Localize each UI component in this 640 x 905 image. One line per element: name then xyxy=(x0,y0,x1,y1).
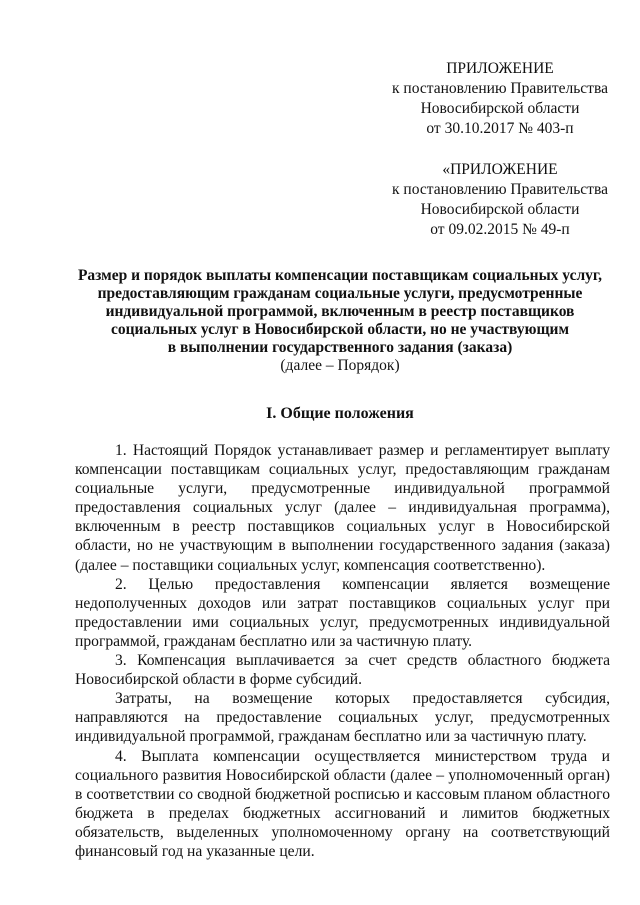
appendix-label: ПРИЛОЖЕНИЕ xyxy=(446,60,554,77)
title-line: социальных услуг в Новосибирской области, но не участвующим xyxy=(110,321,570,338)
appendix-header-previous xyxy=(385,160,615,240)
paragraph-3: 3. Компенсация выплачивается за счет средств областного бюджета Новосибирской области в форме субсидий. xyxy=(75,652,610,689)
title-subtitle: (далее – Порядок) xyxy=(280,357,400,374)
appendix-region-line: Новосибирской области xyxy=(420,100,580,117)
paragraph-5: 4. Выплата компенсации осуществляется министерством труда и социального развития Новосибирской области (далее – уполномоченный орган) в соответствии со сводной бюджетной росписью и кассовым планом областного бюджета в пределах бюджетных ассигнований и лимитов бюджетных обязательств, выделенных уполномоченному органу на соответствующий финансовый год на указанные цели. xyxy=(75,747,610,860)
title-line: индивидуальной программой, включенным в реестр поставщиков xyxy=(105,303,575,320)
paragraph-1: 1. Настоящий Порядок устанавливает размер и регламентирует выплату компенсации поставщикам социальных услуг, предоставляющим гражданам социальные услуги, предусмотренные индивидуальной программой предоставления социальных услуг (далее – индивидуальная программа), включенным в реестр поставщиков социальных услуг в Новосибирской области, но не участвующим в выполнении государственного задания (заказа) (далее – поставщики социальных услуг, компенсация соответственно). xyxy=(75,442,610,574)
body-text xyxy=(75,441,610,861)
appendix-date-number: от 30.10.2017 № 403-п xyxy=(426,120,574,137)
appendix-resolution-line: к постановлению Правительства xyxy=(392,80,608,97)
appendix-date-number: от 09.02.2015 № 49-п xyxy=(430,221,570,238)
title-line: предоставляющим гражданам социальные услуги, предусмотренные xyxy=(97,285,583,302)
title-line: Размер и порядок выплаты компенсации поставщикам социальных услуг, xyxy=(77,267,603,284)
appendix-region-line: Новосибирской области xyxy=(420,201,580,218)
document-title xyxy=(60,267,620,375)
section-heading: I. Общие положения xyxy=(266,405,414,422)
appendix-resolution-line: к постановлению Правительства xyxy=(392,181,608,198)
appendix-label: «ПРИЛОЖЕНИЕ xyxy=(442,161,558,178)
title-line: в выполнении государственного задания (заказа) xyxy=(167,339,513,356)
paragraph-4: Затраты, на возмещение которых предоставляется субсидия, направляются на предоставление социальных услуг, предусмотренных индивидуальной программой, гражданам бесплатно или за частичную плату. xyxy=(75,690,610,746)
appendix-header-current xyxy=(385,59,615,139)
paragraph-2: 2. Целью предоставления компенсации является возмещение недополученных доходов или затрат поставщиков социальных услуг при предоставлении ими социальных услуг, предусмотренных индивидуальной программой, гражданам бесплатно или за частичную плату. xyxy=(75,575,610,650)
